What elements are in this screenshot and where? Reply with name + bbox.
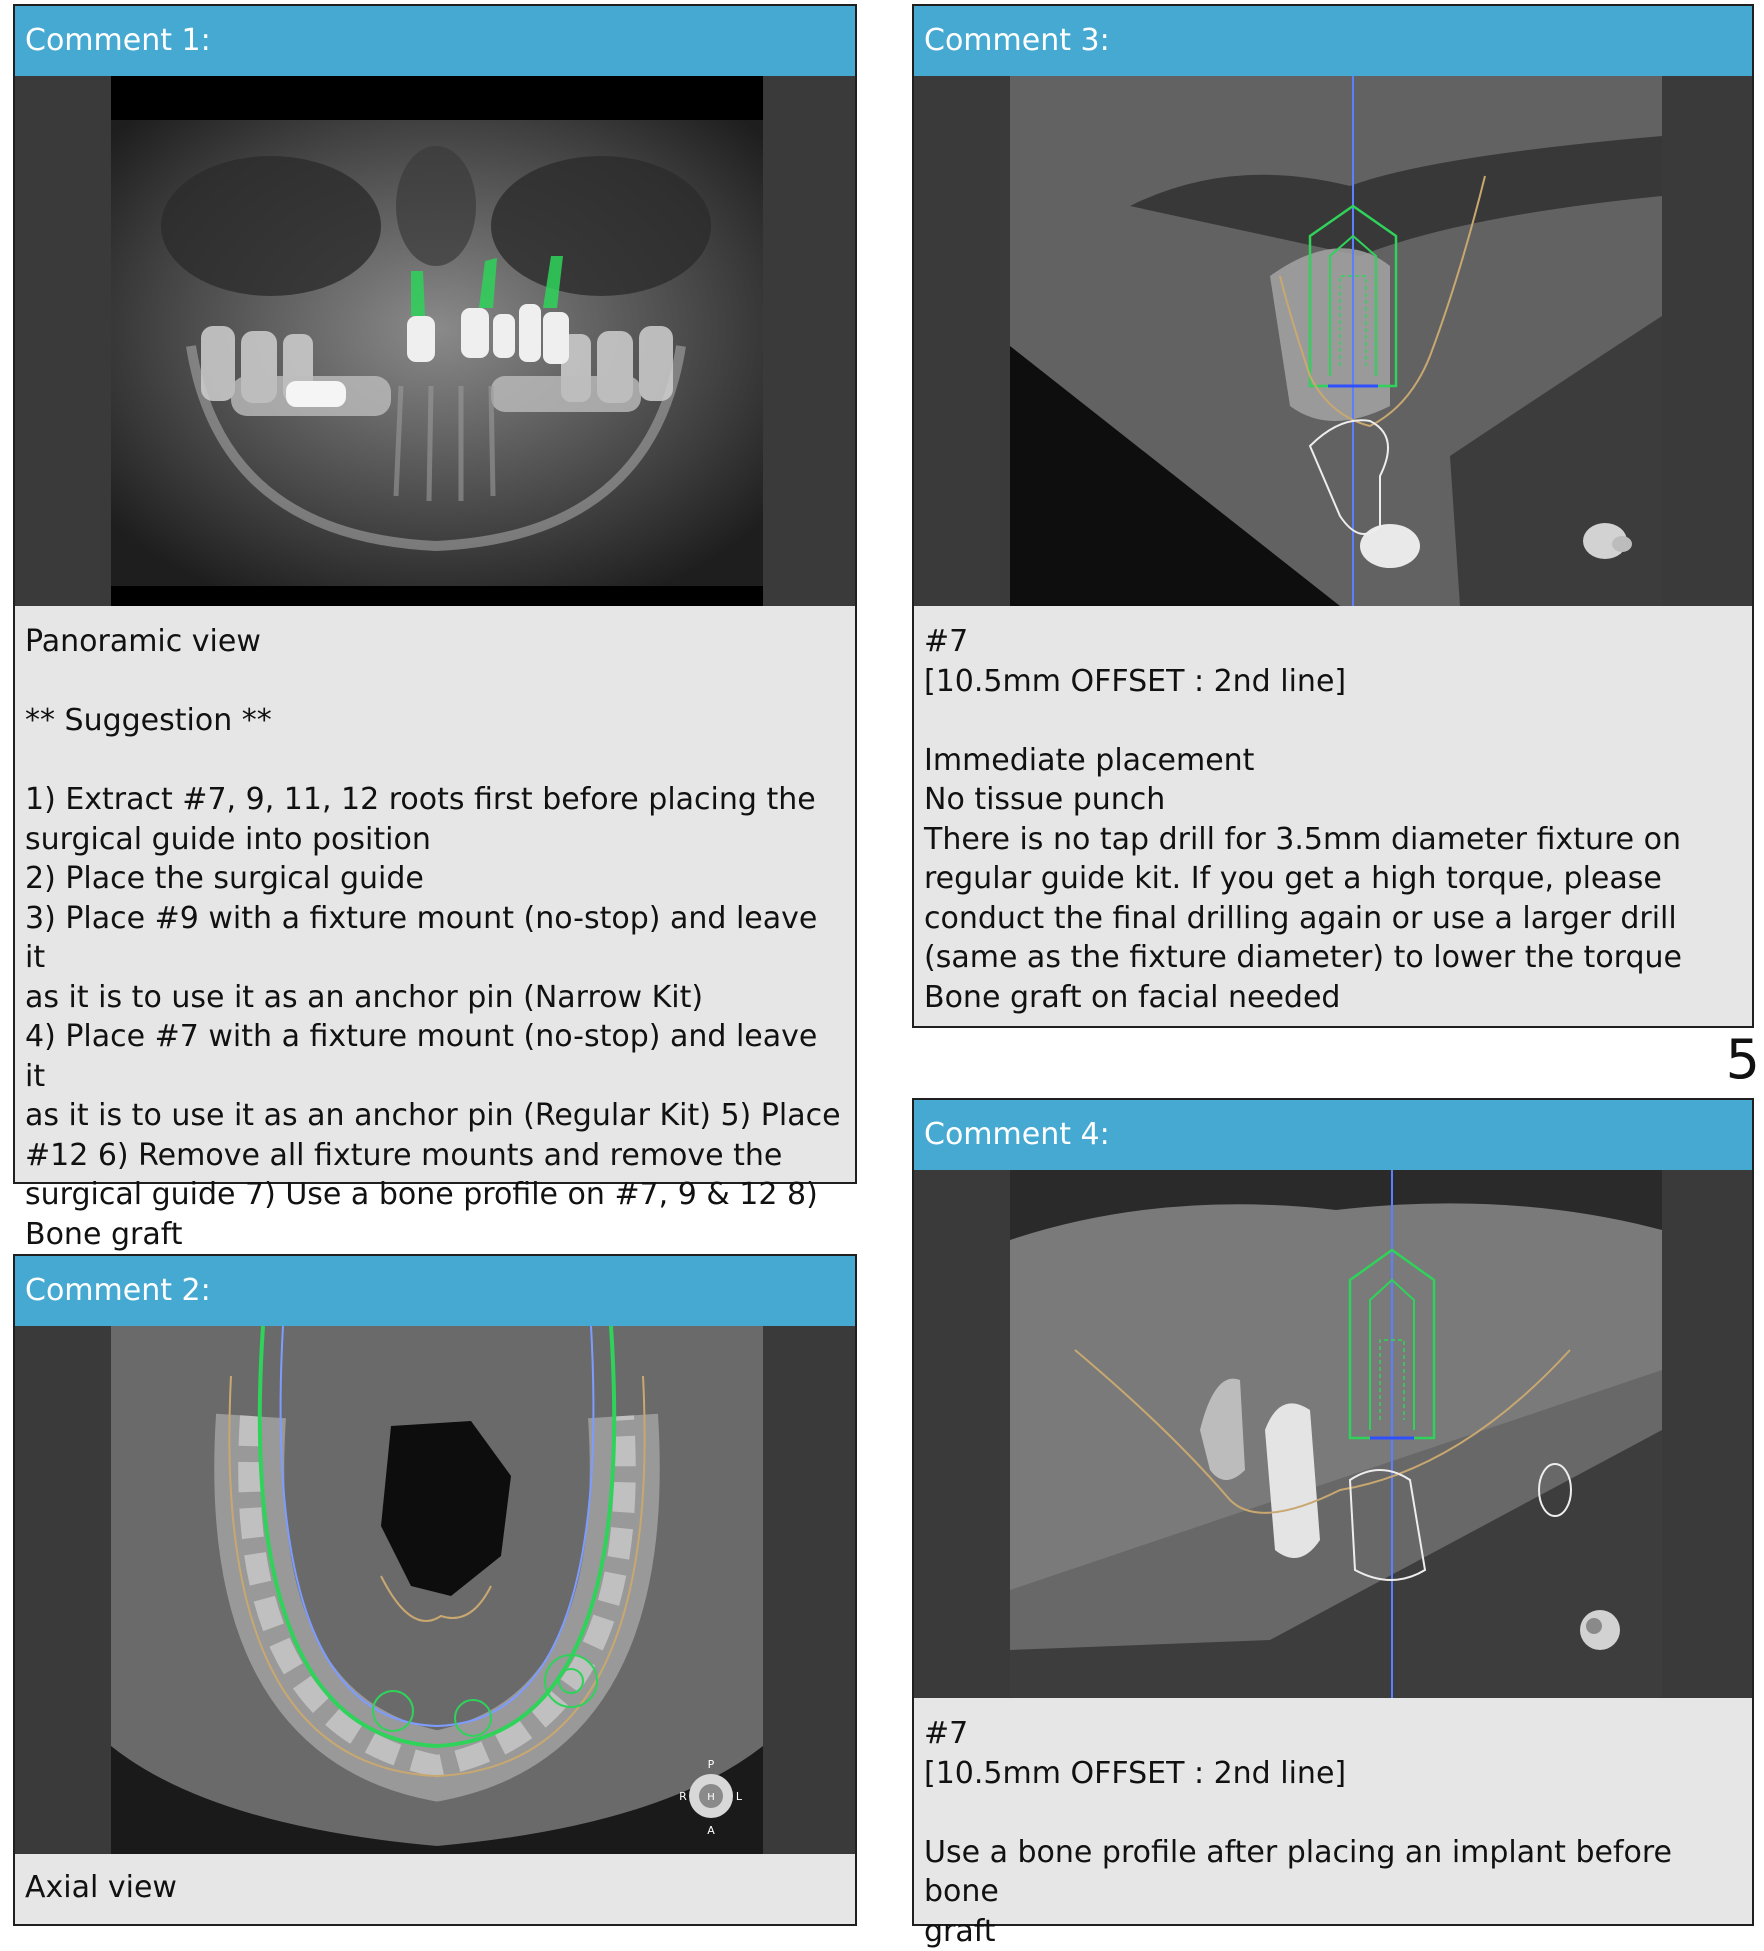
text-line: (same as the fixture diameter) to lower the torque	[924, 938, 1742, 978]
comment-3-text	[914, 606, 1752, 1017]
orientation-h-label: H	[707, 1792, 715, 1803]
text-line: as it is to use it as an anchor pin (Narrow Kit)	[25, 978, 845, 1018]
comment-3-panel	[912, 4, 1754, 1028]
cross-section-image-2	[914, 1170, 1752, 1698]
text-line: Panoramic view	[25, 622, 845, 662]
comment-1-panel	[13, 4, 857, 1184]
cross-section-ct-2	[1010, 1170, 1662, 1698]
page-number: 5	[1700, 1030, 1760, 1090]
text-line: 3) Place #9 with a fixture mount (no-stop) and leave it	[25, 899, 845, 978]
text-line	[25, 662, 845, 702]
text-line: Bone graft on facial needed	[924, 978, 1742, 1018]
text-line: graft	[924, 1912, 1742, 1951]
text-line: Bone graft	[25, 1215, 845, 1255]
comment-2-panel	[13, 1254, 857, 1926]
text-line: ** Suggestion **	[25, 701, 845, 741]
text-line	[25, 741, 845, 781]
text-line: surgical guide into position	[25, 820, 845, 860]
cross-section-ct-1	[1010, 76, 1662, 606]
text-line: [10.5mm OFFSET : 2nd line]	[924, 662, 1742, 702]
text-line: conduct the final drilling again or use a larger drill	[924, 899, 1742, 939]
orientation-a-label: A	[707, 1824, 715, 1837]
comment-1-header: Comment 1:	[15, 6, 855, 76]
comment-1-text	[15, 606, 855, 1254]
text-line: 2) Place the surgical guide	[25, 859, 845, 899]
text-line: 4) Place #7 with a fixture mount (no-stop) and leave it	[25, 1017, 845, 1096]
comment-2-text	[15, 1854, 855, 1908]
text-line: #7	[924, 1714, 1742, 1754]
comment-2-header: Comment 2:	[15, 1256, 855, 1326]
comment-4-text	[914, 1698, 1752, 1951]
text-line	[924, 1793, 1742, 1833]
comment-4-panel	[912, 1098, 1754, 1926]
text-line	[924, 701, 1742, 741]
text-line: regular guide kit. If you get a high torque, please	[924, 859, 1742, 899]
orientation-l-label: L	[736, 1790, 743, 1803]
text-line: Immediate placement	[924, 741, 1742, 781]
text-line: as it is to use it as an anchor pin (Regular Kit) 5) Place	[25, 1096, 845, 1136]
orientation-r-label: R	[679, 1790, 687, 1803]
axial-image	[15, 1326, 855, 1854]
orientation-p-label: P	[708, 1758, 715, 1771]
panoramic-xray	[111, 76, 763, 606]
text-line: #7	[924, 622, 1742, 662]
text-line: surgical guide 7) Use a bone profile on #7, 9 & 12 8)	[25, 1175, 845, 1215]
panoramic-image	[15, 76, 855, 606]
orientation-head-icon	[1580, 1610, 1620, 1650]
text-line: No tissue punch	[924, 780, 1742, 820]
text-line: Axial view	[25, 1868, 845, 1908]
text-line: #12 6) Remove all fixture mounts and remove the	[25, 1136, 845, 1176]
text-line: Use a bone profile after placing an implant before bone	[924, 1833, 1742, 1912]
text-line: There is no tap drill for 3.5mm diameter fixture on	[924, 820, 1742, 860]
text-line: [10.5mm OFFSET : 2nd line]	[924, 1754, 1742, 1794]
comment-3-header: Comment 3:	[914, 6, 1752, 76]
axial-ct-scan	[111, 1326, 763, 1854]
comment-4-header: Comment 4:	[914, 1100, 1752, 1170]
cross-section-image-1	[914, 76, 1752, 606]
text-line: 1) Extract #7, 9, 11, 12 roots first before placing the	[25, 780, 845, 820]
